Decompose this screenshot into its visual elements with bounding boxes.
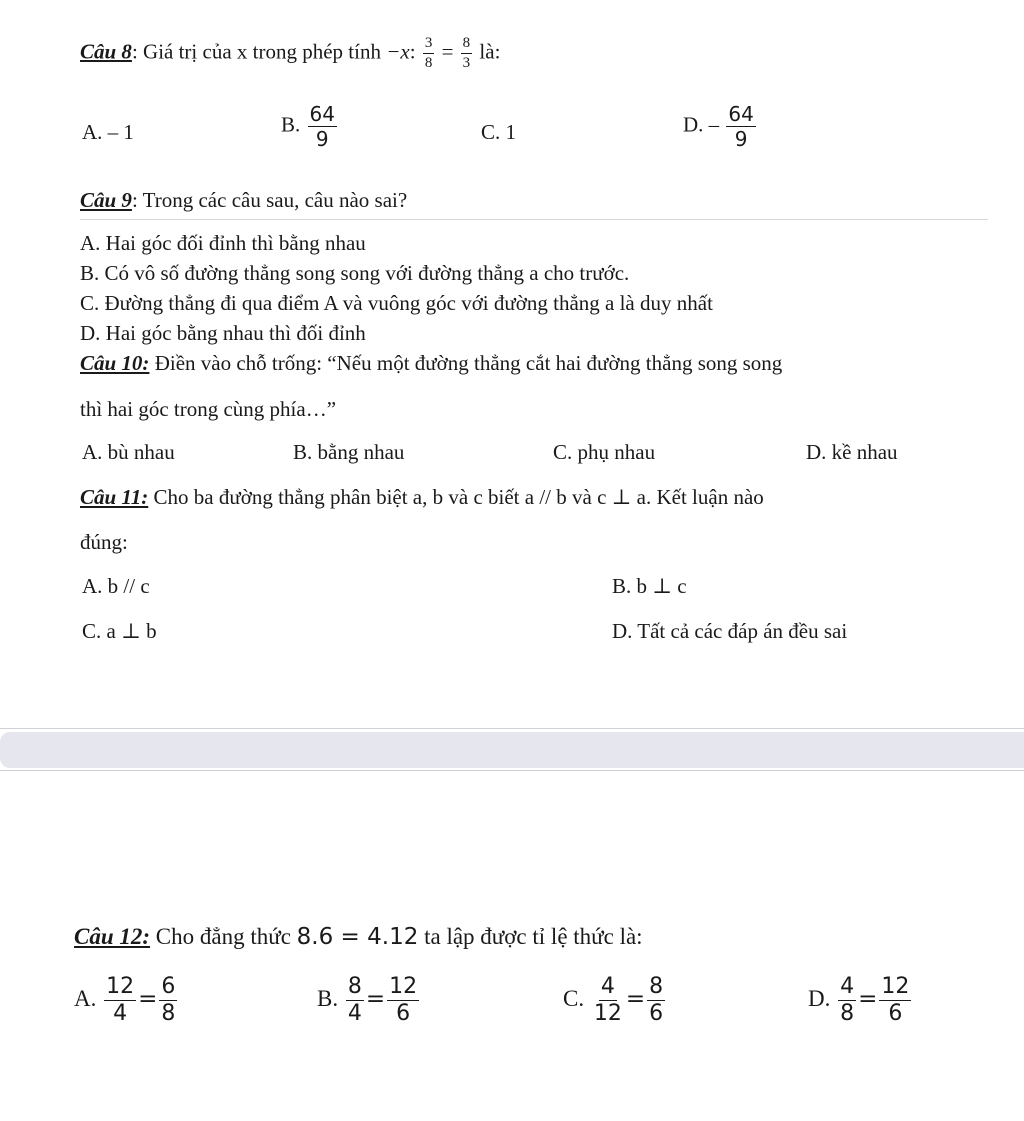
q10-option-b[interactable]: B. bằng nhau bbox=[293, 440, 405, 464]
q12-option-a[interactable]: A. $\frac{12}{4}$ = $\frac{6}{8}$ bbox=[74, 974, 176, 1026]
q9-stem: Câu 9: Trong các câu sau, câu nào sai? bbox=[80, 188, 408, 212]
q10-option-d[interactable]: D. kề nhau bbox=[806, 440, 898, 464]
q12-stem bbox=[74, 924, 643, 950]
q12-text-after: ta lập được tỉ lệ thức là: bbox=[424, 924, 643, 949]
q9-text: Trong các câu sau, câu nào sai? bbox=[142, 188, 408, 212]
q8-stem: Câu 8: Giá trị của x trong phép tính −x: $\frac{3}{8}$ = $\frac{8}{3}$ là: bbox=[80, 35, 501, 71]
q8-label: Câu 8 bbox=[80, 39, 132, 64]
q8-option-d[interactable]: D. – $\frac{64}{9}$ bbox=[683, 102, 754, 151]
q9-option-a[interactable]: A. Hai góc đối đỉnh thì bằng nhau bbox=[80, 231, 366, 255]
band-top-line bbox=[0, 728, 1024, 729]
q11-label: Câu 11: bbox=[80, 485, 149, 509]
q11-option-d[interactable]: D. Tất cả các đáp án đều sai bbox=[612, 619, 848, 643]
q8-frac-1: $\frac{3}{8}$ bbox=[424, 35, 433, 71]
q9-label: Câu 9 bbox=[80, 188, 132, 212]
q12-option-d[interactable]: D. $\frac{4}{8}$ = $\frac{12}{6}$ bbox=[808, 974, 910, 1026]
q12-option-c[interactable]: C. $\frac{4}{12}$ = $\frac{8}{6}$ bbox=[563, 974, 664, 1026]
q10-stem bbox=[80, 351, 782, 376]
q12-label: Câu 12: bbox=[74, 924, 151, 949]
q11-stem bbox=[80, 485, 764, 510]
q12-expr: 8.6 = 4.12 bbox=[296, 924, 419, 950]
q10-text-line2: thì hai góc trong cùng phía…” bbox=[80, 397, 337, 421]
q8-option-a[interactable]: A. – 1 bbox=[82, 120, 134, 144]
q11-text-line2: đúng: bbox=[80, 530, 128, 554]
page-separator-band bbox=[0, 732, 1024, 768]
q12-text-before: Cho đẳng thức bbox=[155, 924, 291, 949]
q10-label: Câu 10: bbox=[80, 351, 150, 375]
q11-option-c[interactable]: C. a ⊥ b bbox=[82, 619, 157, 643]
q9-option-d[interactable]: D. Hai góc bằng nhau thì đối đỉnh bbox=[80, 321, 366, 345]
q9-option-c[interactable]: C. Đường thẳng đi qua điểm A và vuông góc với đường thẳng a là duy nhất bbox=[80, 291, 713, 315]
q11-option-b[interactable]: B. b ⊥ c bbox=[612, 574, 687, 598]
q11-text-line1: Cho ba đường thẳng phân biệt a, b và c biết a // b và c ⊥ a. Kết luận nào bbox=[153, 485, 764, 509]
q8-option-c[interactable]: C. 1 bbox=[481, 120, 517, 144]
q8-frac-2: $\frac{8}{3}$ bbox=[462, 35, 471, 71]
q8-option-b[interactable]: B. $\frac{64}{9}$ bbox=[281, 102, 335, 151]
q12-option-b[interactable]: B. $\frac{8}{4}$ = $\frac{12}{6}$ bbox=[317, 974, 418, 1026]
divider bbox=[80, 219, 988, 220]
q11-option-a[interactable]: A. b // c bbox=[82, 574, 150, 598]
q8-text: Giá trị của x trong phép tính bbox=[143, 39, 381, 64]
band-bottom-line bbox=[0, 770, 1024, 771]
q9-option-b[interactable]: B. Có vô số đường thẳng song song với đường thẳng a cho trước. bbox=[80, 261, 630, 285]
q10-option-a[interactable]: A. bù nhau bbox=[82, 440, 175, 464]
q10-option-c[interactable]: C. phụ nhau bbox=[553, 440, 656, 464]
q10-text-line1: Điền vào chỗ trống: “Nếu một đường thẳng cắt hai đường thẳng song song bbox=[154, 351, 783, 375]
